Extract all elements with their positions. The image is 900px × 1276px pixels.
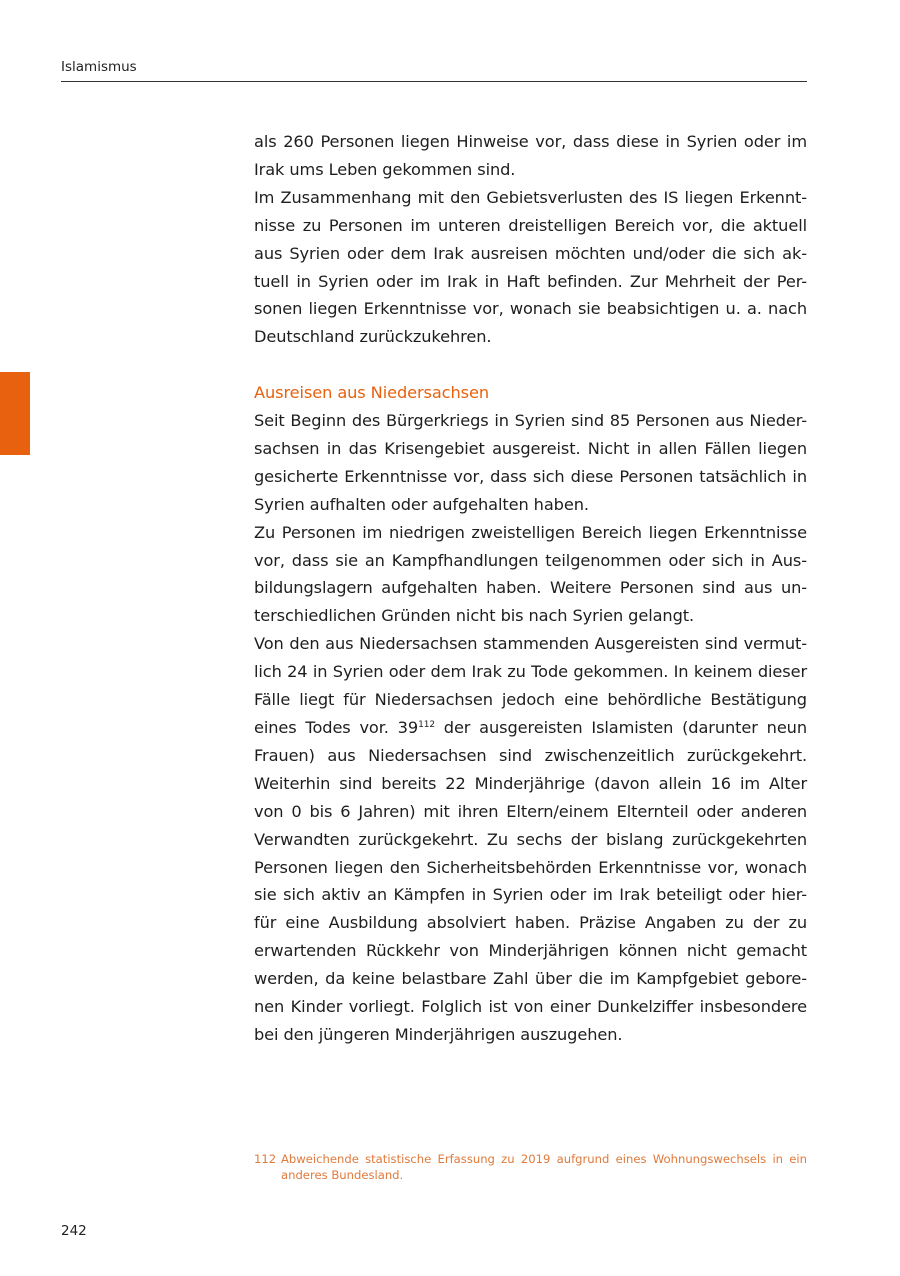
text-line: gesicherte Erkenntnisse vor, dass sich diese Personen tatsächlich in (254, 466, 807, 486)
text-line: vor, dass sie an Kampfhandlungen teilgenommen oder sich in Aus- (254, 550, 807, 570)
text-line: Verwandten zurückgekehrt. Zu sechs der bislang zurückgekehrten (254, 829, 807, 849)
text-line: bildungslagern aufgehalten haben. Weitere Personen sind aus un- (254, 578, 807, 598)
footnote-number: 112 (254, 1152, 277, 1166)
text-line: von 0 bis 6 Jahren) mit ihren Eltern/einem Elternteil oder anderen (254, 801, 807, 821)
footnote (254, 1151, 807, 1183)
body-text (254, 128, 807, 1049)
text-line: Personen liegen den Sicherheitsbehörden Erkenntnisse vor, wonach (254, 857, 807, 877)
text-line: nen Kinder vorliegt. Folglich ist von einer Dunkelziffer insbesondere (254, 997, 807, 1017)
text-line: lich 24 in Syrien oder dem Irak zu Tode gekommen. In keinem dieser (254, 662, 807, 682)
page-number: 242 (61, 1223, 87, 1239)
text-line: terschiedlichen Gründen nicht bis nach Syrien gelangt. (254, 606, 695, 626)
text-line: bei den jüngeren Minderjährigen auszugehen. (254, 1024, 623, 1044)
paragraph (254, 519, 807, 631)
footnote-reference: 112 (418, 720, 435, 731)
footnote-line: anderes Bundesland. (281, 1168, 404, 1182)
text-line: sachsen in das Krisengebiet ausgereist. Nicht in allen Fällen liegen (254, 438, 807, 458)
text-line: Irak ums Leben gekommen sind. (254, 159, 516, 179)
text-line: Frauen) aus Niedersachsen sind zwischenzeitlich zurückgekehrt. (254, 745, 807, 765)
paragraph (254, 184, 807, 351)
text-line: nisse zu Personen im unteren dreistelligen Bereich vor, die aktuell (254, 215, 807, 235)
section-heading (254, 379, 807, 407)
text-line: aus Syrien oder dem Irak ausreisen möchten und/oder die sich ak- (254, 243, 807, 263)
footnote-line: Abweichende statistische Erfassung zu 2019 aufgrund eines Wohnungswechsels in ein (281, 1152, 807, 1166)
footnote-text (281, 1151, 807, 1183)
text-line: sie sich aktiv an Kämpfen in Syrien oder im Irak beteiligt oder hier- (254, 885, 807, 905)
header-rule (61, 81, 807, 82)
text-line: Syrien aufhalten oder aufgehalten haben. (254, 494, 589, 514)
chapter-marker-tab (0, 372, 30, 455)
text-line: für eine Ausbildung absolviert haben. Präzise Angaben zu der zu (254, 913, 807, 933)
text-line: als 260 Personen liegen Hinweise vor, dass diese in Syrien oder im (254, 132, 807, 151)
text-line: Zu Personen im niedrigen zweistelligen Bereich liegen Erkenntnisse (254, 522, 807, 542)
text-line: Seit Beginn des Bürgerkriegs in Syrien sind 85 Personen aus Nieder- (254, 411, 807, 431)
paragraph (254, 128, 807, 184)
paragraph (254, 630, 807, 1049)
text-line: sonen liegen Erkenntnisse vor, wonach sie beabsichtigen u. a. nach (254, 299, 807, 319)
running-header: Islamismus (61, 59, 137, 75)
text-line: Ausreisen aus Niedersachsen (254, 383, 489, 403)
text-line: Im Zusammenhang mit den Gebietsverlusten des IS liegen Erkennt- (254, 187, 807, 207)
paragraph (254, 407, 807, 519)
text-line: tuell in Syrien oder im Irak in Haft befinden. Zur Mehrheit der Per- (254, 271, 807, 291)
text-line: Deutschland zurückzukehren. (254, 327, 492, 347)
text-line: Von den aus Niedersachsen stammenden Ausgereisten sind vermut- (254, 634, 807, 654)
text-line: eines Todes vor. $39^{112}$ der ausgereisten Islamisten (darunter neun (254, 718, 807, 738)
text-line: erwartenden Rückkehr von Minderjährigen können nicht gemacht (254, 941, 807, 961)
text-line: Weiterhin sind bereits 22 Minderjährige (davon allein 16 im Alter (254, 773, 807, 793)
text-line: Fälle liegt für Niedersachsen jedoch eine behördliche Bestätigung (254, 690, 807, 710)
text-line: werden, da keine belastbare Zahl über die im Kampfgebiet gebore- (254, 969, 807, 989)
